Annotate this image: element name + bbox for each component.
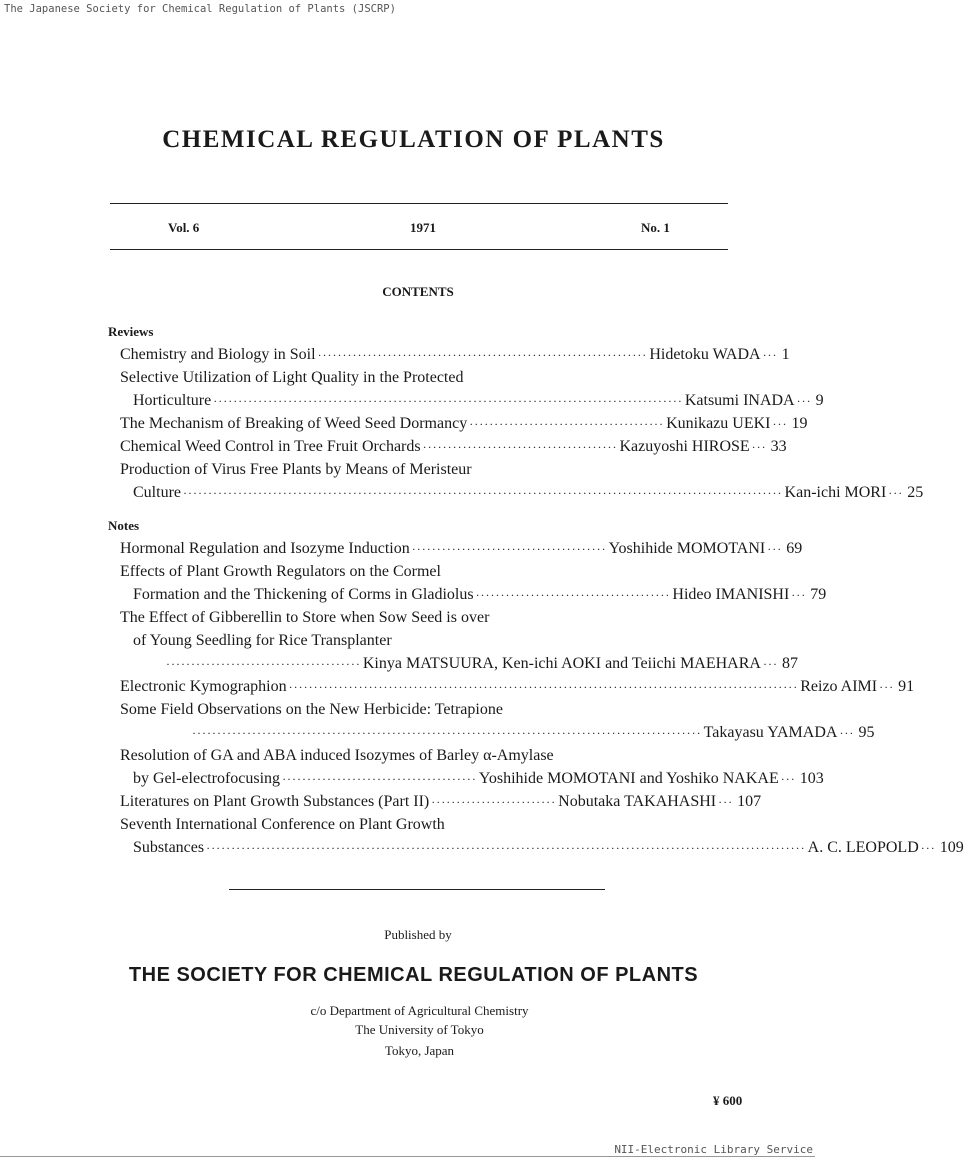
number-label: No. 1 bbox=[641, 220, 670, 235]
entry-page: 79 bbox=[810, 586, 827, 603]
entry-author: Kinya MATSUURA, Ken-ichi AOKI and Teiichi MAEHARA bbox=[362, 655, 761, 672]
toc-entry[interactable]: Literatures on Plant Growth Substances (Part II) ························· Nobutaka TAKAHASHI ··· 107 bbox=[120, 790, 730, 813]
entry-title: The Mechanism of Breaking of Weed Seed Dormancy bbox=[120, 415, 468, 432]
entry-page: 69 bbox=[786, 540, 803, 557]
entry-title-cont: Culture bbox=[133, 484, 181, 501]
entry-page: 107 bbox=[737, 793, 762, 810]
toc-entry[interactable]: The Mechanism of Breaking of Weed Seed Dormancy ······································· Kunikazu UEKI ··· 19 bbox=[120, 412, 730, 435]
notes-heading: Notes bbox=[108, 518, 140, 533]
toc-entry[interactable]: Hormonal Regulation and Isozyme Induction ······································· Yoshihide MOMOTANI ··· 69 bbox=[120, 537, 730, 560]
entry-page: 19 bbox=[791, 415, 808, 432]
entry-title: Production of Virus Free Plants by Means of Meristeur bbox=[120, 461, 472, 478]
year-label: 1971 bbox=[410, 220, 436, 235]
entry-title: Seventh International Conference on Plant Growth bbox=[120, 816, 445, 833]
volume-label: Vol. 6 bbox=[168, 220, 200, 235]
entry-page: 103 bbox=[799, 770, 824, 787]
bottom-rule bbox=[110, 249, 728, 250]
entry-title: Some Field Observations on the New Herbicide: Tetrapione bbox=[120, 701, 503, 718]
entry-title-cont: Horticulture bbox=[133, 392, 212, 409]
toc-entry[interactable]: Chemistry and Biology in Soil ·································································· Hidetoku WADA ··· 1 bbox=[120, 343, 730, 366]
toc-entry[interactable]: Chemical Weed Control in Tree Fruit Orchards ······································· Kazuyoshi HIROSE ··· 33 bbox=[120, 435, 730, 458]
entry-title: Hormonal Regulation and Isozyme Induction bbox=[120, 540, 410, 557]
entry-title: Chemistry and Biology in Soil bbox=[120, 346, 316, 363]
entry-page: 109 bbox=[939, 839, 964, 856]
entry-title: Resolution of GA and ABA induced Isozymes of Barley α-Amylase bbox=[120, 747, 554, 764]
entry-author: Hidetoku WADA bbox=[649, 346, 761, 363]
entry-author: A. C. LEOPOLD bbox=[807, 839, 919, 856]
address-line-1: c/o Department of Agricultural Chemistry bbox=[310, 1003, 529, 1018]
entry-title-cont: by Gel-electrofocusing bbox=[133, 770, 281, 787]
entry-author: Reizo AIMI bbox=[800, 678, 878, 695]
entry-author: Katsumi INADA bbox=[684, 392, 795, 409]
entry-author: Nobutaka TAKAHASHI bbox=[558, 793, 717, 810]
entry-author: Yoshihide MOMOTANI bbox=[608, 540, 766, 557]
entry-page: 9 bbox=[815, 392, 824, 409]
entry-title: Effects of Plant Growth Regulators on the Cormel bbox=[120, 563, 441, 580]
toc-entry[interactable]: Effects of Plant Growth Regulators on the Cormel Formation and the Thickening of Corms in Gladiolus ······································· Hideo IMANISHI ··· 79 bbox=[120, 560, 730, 606]
header-note: The Japanese Society for Chemical Regulation of Plants (JSCRP) bbox=[4, 3, 396, 15]
footer-rule bbox=[0, 1156, 815, 1157]
entry-title-cont: of Young Seedling for Rice Transplanter bbox=[133, 632, 392, 649]
footer-note: NII-Electronic Library Service bbox=[614, 1143, 813, 1156]
entry-author: Hideo IMANISHI bbox=[672, 586, 790, 603]
separator-rule bbox=[229, 889, 605, 890]
entry-page: 87 bbox=[781, 655, 798, 672]
journal-title: CHEMICAL REGULATION OF PLANTS bbox=[162, 126, 665, 153]
toc-entry[interactable]: Resolution of GA and ABA induced Isozymes of Barley α-Amylase by Gel-electrofocusing ······································· Yoshihide MOMOTANI and Yoshiko NAKAE ··· 103 bbox=[120, 744, 730, 790]
address-line-2: The University of Tokyo bbox=[355, 1022, 484, 1037]
toc-entry[interactable]: Electronic Kymographion ······································································································ Reizo AIMI ··· 91 bbox=[120, 675, 730, 698]
reviews-heading: Reviews bbox=[108, 324, 154, 339]
entry-title-cont: Formation and the Thickening of Corms in Gladiolus bbox=[133, 586, 474, 603]
entry-page: 95 bbox=[858, 724, 875, 741]
entry-author: Kazuyoshi HIROSE bbox=[619, 438, 750, 455]
published-by: Published by bbox=[384, 927, 452, 942]
entry-title-cont: Substances bbox=[133, 839, 205, 856]
entry-author: Yoshihide MOMOTANI and Yoshiko NAKAE bbox=[478, 770, 779, 787]
entry-author: Kan-ichi MORI bbox=[784, 484, 887, 501]
toc-entry[interactable]: Some Field Observations on the New Herbicide: Tetrapione ······································································································ Takayasu YAMADA ··· 95 bbox=[120, 698, 730, 744]
entry-author: Takayasu YAMADA bbox=[703, 724, 838, 741]
toc-entry[interactable]: Seventh International Conference on Plant Growth Substances ························································································································ A. C. LEOPOLD ··· 109 bbox=[120, 813, 730, 859]
society-name: THE SOCIETY FOR CHEMICAL REGULATION OF PLANTS bbox=[128, 964, 699, 986]
contents-heading: CONTENTS bbox=[382, 284, 454, 299]
entry-title: Literatures on Plant Growth Substances (Part II) bbox=[120, 793, 430, 810]
entry-author: Kunikazu UEKI bbox=[666, 415, 771, 432]
toc-entry[interactable]: The Effect of Gibberellin to Store when Sow Seed is over of Young Seedling for Rice Transplanter ······································· Kinya MATSUURA, Ken-ichi AOKI and Teiichi MAEHARA ··· 87 bbox=[120, 606, 730, 675]
entry-page: 1 bbox=[781, 346, 790, 363]
entry-title: Chemical Weed Control in Tree Fruit Orchards bbox=[120, 438, 421, 455]
entry-title: Electronic Kymographion bbox=[120, 678, 287, 695]
toc-entry[interactable]: Production of Virus Free Plants by Means of Meristeur Culture ························································································································ Kan-ichi MORI ··· 25 bbox=[120, 458, 730, 504]
address-line-3: Tokyo, Japan bbox=[384, 1043, 455, 1058]
entry-title: The Effect of Gibberellin to Store when Sow Seed is over bbox=[120, 609, 490, 626]
price-label: ¥ 600 bbox=[713, 1093, 743, 1108]
entry-title: Selective Utilization of Light Quality in the Protected bbox=[120, 369, 464, 386]
toc-entry[interactable]: Selective Utilization of Light Quality in the Protected Horticulture ······························································································ Katsumi INADA ··· 9 bbox=[120, 366, 730, 412]
entry-page: 33 bbox=[770, 438, 787, 455]
entry-page: 25 bbox=[907, 484, 924, 501]
entry-page: 91 bbox=[898, 678, 915, 695]
top-rule bbox=[110, 203, 728, 204]
